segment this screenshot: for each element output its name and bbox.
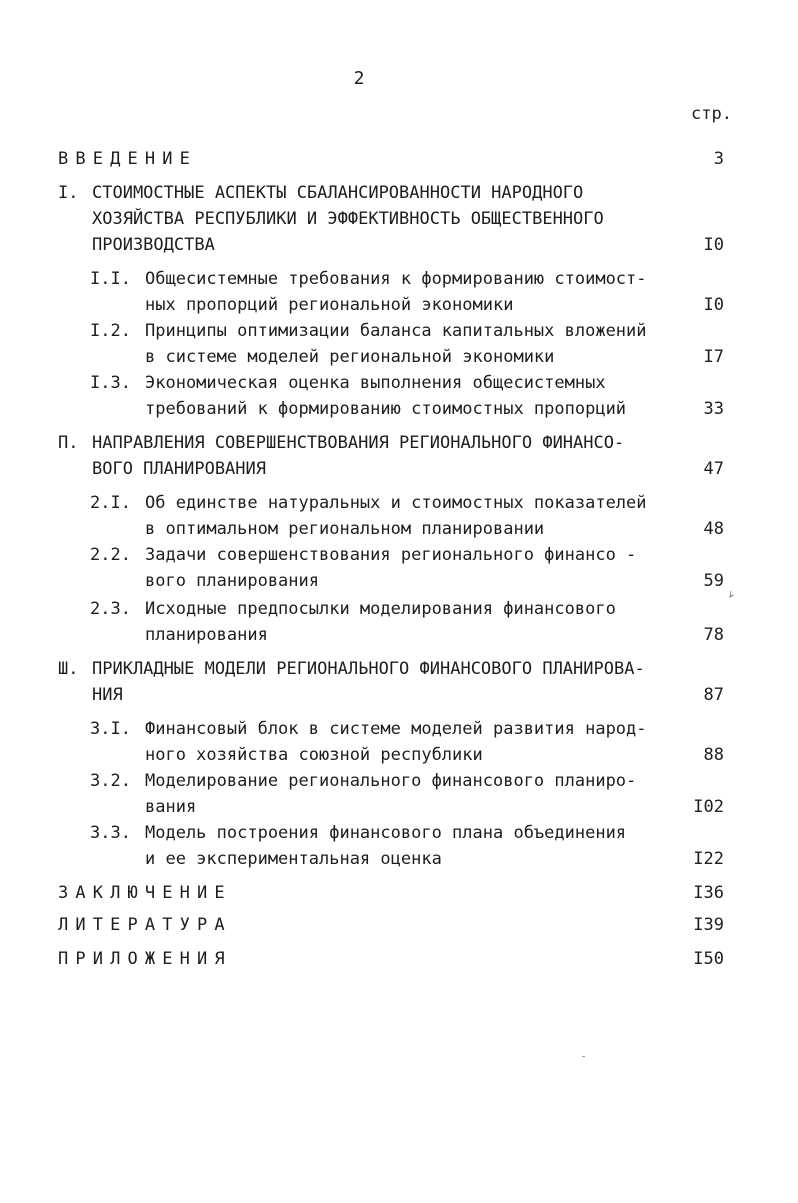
toc-entry [90, 716, 647, 768]
toc-entry-title: Принципы оптимизации баланса капитальных вложений [145, 321, 647, 341]
toc-entry-title: НИЯ [92, 685, 123, 705]
toc-entry-number: 2.2. [90, 545, 131, 565]
toc-entry-number: Ш. [58, 659, 79, 679]
toc-entry-title: Общесистемные требования к формированию стоимост- [145, 269, 647, 289]
toc-entry-title: ПРОИЗВОДСТВА [92, 235, 215, 255]
toc-entry [58, 146, 197, 172]
page-number: 2 [353, 68, 365, 89]
toc-entry-title: ПРИЛОЖЕНИЯ [58, 949, 232, 969]
toc-entry-page: I0 [703, 235, 724, 255]
toc-entry [90, 768, 637, 820]
toc-entry-title: Модель построения финансового плана объединения [145, 823, 627, 843]
toc-entry [90, 370, 627, 422]
toc-entry-number: I.I. [90, 269, 131, 289]
toc-entry-title: Об единстве натуральных и стоимостных показателей [145, 493, 647, 513]
toc-entry-page: I22 [693, 849, 724, 869]
toc-entry-page: 78 [703, 625, 724, 645]
page-column-header: стр. [691, 104, 732, 124]
toc-entry-title: ХОЗЯЙСТВА РЕСПУБЛИКИ И ЭФФЕКТИВНОСТЬ ОБЩЕСТВЕННОГО [92, 209, 604, 229]
scan-dot [582, 1056, 585, 1057]
toc-entry-title: ПРИКЛАДНЫЕ МОДЕЛИ РЕГИОНАЛЬНОГО ФИНАНСОВОГО ПЛАНИРОВА- [92, 659, 645, 679]
toc-entry-page: 87 [703, 685, 724, 705]
toc-entry-page: I50 [693, 949, 724, 969]
toc-entry [58, 430, 625, 482]
toc-entry-number: 3.2. [90, 771, 131, 791]
toc-entry-page: 48 [703, 519, 724, 539]
toc-entry [58, 946, 232, 972]
toc-entry-number: 2.3. [90, 599, 131, 619]
toc-entry [90, 542, 637, 594]
toc-entry [90, 820, 627, 872]
toc-entry-page: 88 [703, 745, 724, 765]
toc-entry-title: в оптимальном региональном планировании [145, 519, 545, 539]
toc-entry-number: 3.I. [90, 719, 131, 739]
toc-entry [58, 880, 232, 906]
toc-entry-title: ного хозяйства союзной республики [145, 745, 483, 765]
toc-entry-number: I. [58, 183, 79, 203]
toc-entry-title: Финансовый блок в системе моделей развития народ- [145, 719, 647, 739]
toc-entry-title: Экономическая оценка выполнения общесистемных [145, 373, 606, 393]
toc-entry-page: I39 [693, 915, 724, 935]
toc-entry-page: 59 [703, 571, 724, 591]
toc-entry [58, 656, 645, 708]
toc-entry-number: 2.I. [90, 493, 131, 513]
toc-entry [58, 912, 232, 938]
toc-entry-page: 47 [703, 459, 724, 479]
toc-entry [90, 318, 647, 370]
toc-entry-title: СТОИМОСТНЫЕ АСПЕКТЫ СБАЛАНСИРОВАННОСТИ НАРОДНОГО [92, 183, 584, 203]
toc-entry [90, 266, 647, 318]
toc-entry-number: 3.3. [90, 823, 131, 843]
toc-entry-page: I7 [703, 347, 724, 367]
toc-entry-title: ЗАКЛЮЧЕНИЕ [58, 883, 232, 903]
toc-entry-title: вания [145, 797, 197, 817]
toc-entry-page: 3 [713, 149, 724, 169]
toc-entry-title: и ее экспериментальная оценка [145, 849, 442, 869]
toc-entry-title: ЛИТЕРАТУРА [58, 915, 232, 935]
toc-entry-page: 33 [703, 399, 724, 419]
toc-entry-page: I0 [703, 295, 724, 315]
toc-entry-title: ВОГО ПЛАНИРОВАНИЯ [92, 459, 266, 479]
toc-entry-number: П. [58, 433, 79, 453]
toc-entry [90, 490, 647, 542]
toc-entry-title: НАПРАВЛЕНИЯ СОВЕРШЕНСТВОВАНИЯ РЕГИОНАЛЬНОГО ФИНАНСО- [92, 433, 625, 453]
scan-mark: ∠ [725, 589, 737, 602]
toc-entry-title: Исходные предпосылки моделирования финансового [145, 599, 616, 619]
toc-entry-title: требований к формированию стоимостных пропорций [145, 399, 627, 419]
toc-entry-title: Моделирование регионального финансового планиро- [145, 771, 637, 791]
toc-entry-title: в системе моделей региональной экономики [145, 347, 555, 367]
toc-entry-title: ных пропорций региональной экономики [145, 295, 514, 315]
toc-entry-page: I02 [693, 797, 724, 817]
toc-entry-title: планирования [145, 625, 268, 645]
toc-entry-title: Задачи совершенствования регионального финансо - [145, 545, 637, 565]
toc-entry [58, 180, 604, 258]
toc-entry-title: вого планирования [145, 571, 319, 591]
toc-entry-page: I36 [693, 883, 724, 903]
toc-entry-number: I.2. [90, 321, 131, 341]
toc-entry-title: ВВЕДЕНИЕ [58, 149, 197, 169]
toc-entry-number: I.3. [90, 373, 131, 393]
toc-entry [90, 596, 616, 648]
